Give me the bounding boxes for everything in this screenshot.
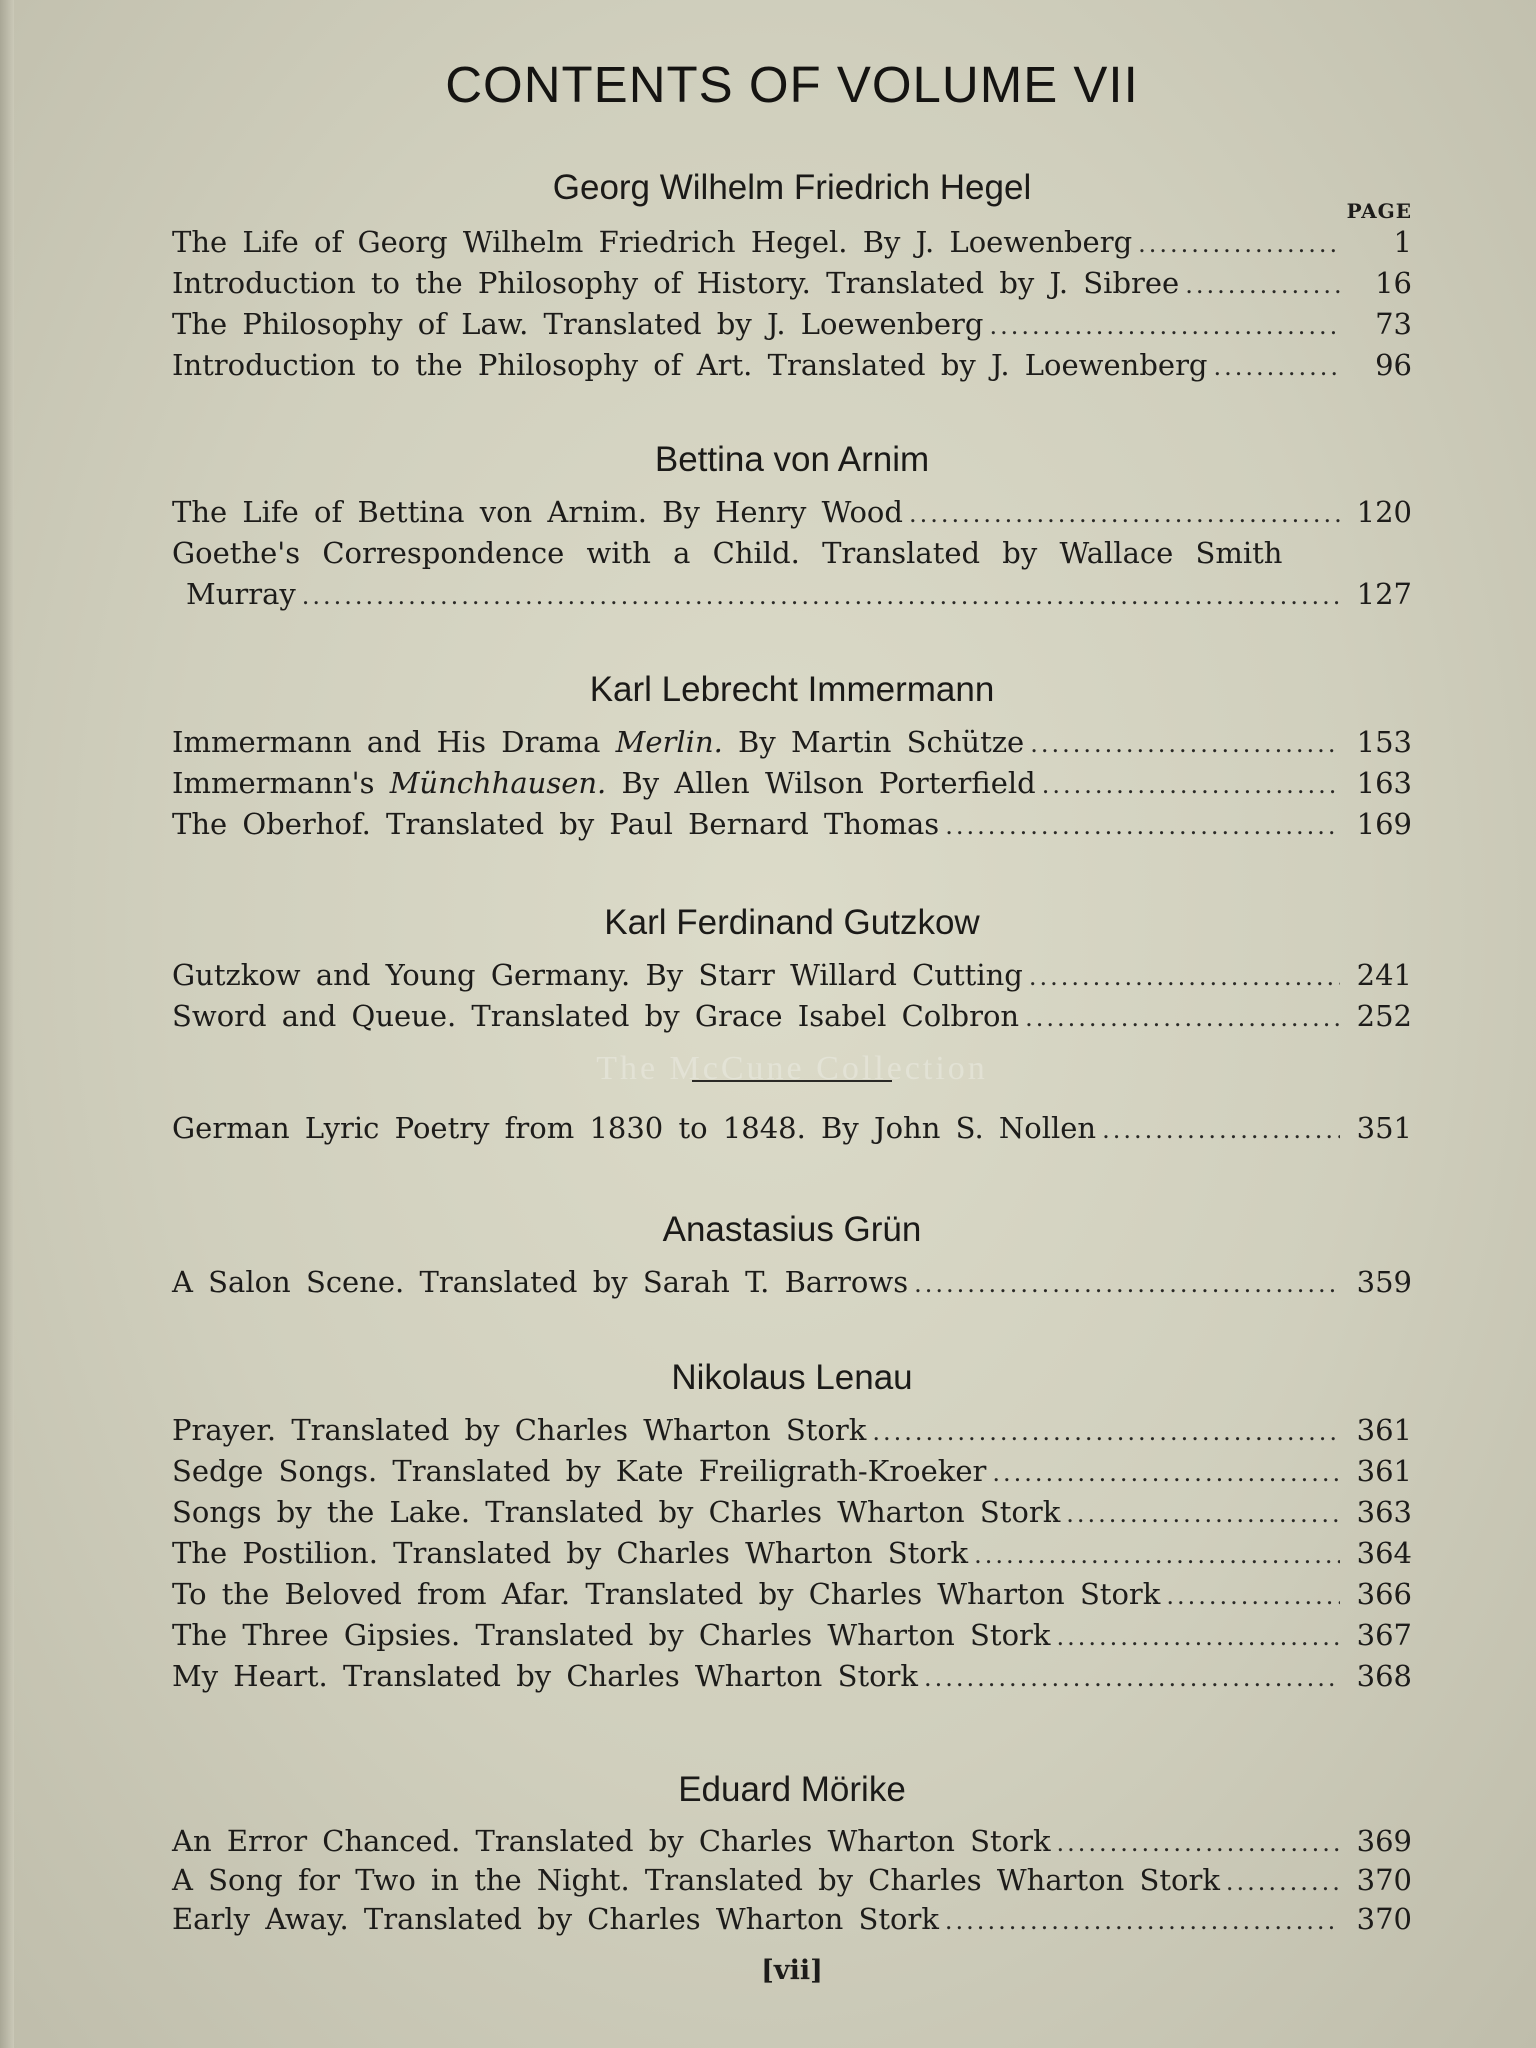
entry-page: 169 bbox=[1356, 807, 1412, 841]
entry-page: 359 bbox=[1356, 1265, 1412, 1299]
author-heading: Georg Wilhelm Friedrich Hegel bbox=[552, 168, 1032, 207]
section-hegel bbox=[172, 168, 1412, 386]
entry-title: A Song for Two in the Night. Translated by Charles Wharton Stork bbox=[172, 1863, 1220, 1897]
entry-title: Introduction to the Philosophy of History. Translated by J. Sibree bbox=[172, 266, 1180, 300]
leader-dots bbox=[1066, 1494, 1340, 1535]
toc-entry bbox=[172, 533, 1412, 574]
leader-dots bbox=[1185, 265, 1340, 306]
leader-dots bbox=[1025, 998, 1340, 1039]
entry-title: Immermann's Münchhausen. By Allen Wilson Porterfield bbox=[172, 766, 1036, 800]
leader-dots bbox=[1138, 224, 1340, 265]
leader-dots bbox=[945, 806, 1340, 847]
author-heading: Anastasius Grün bbox=[662, 1210, 922, 1249]
entry-title: My Heart. Translated by Charles Wharton Stork bbox=[172, 1659, 918, 1693]
entry-page: 361 bbox=[1356, 1413, 1412, 1447]
leader-dots bbox=[302, 576, 1340, 617]
toc-entry-continuation bbox=[172, 574, 1412, 615]
section-morike bbox=[172, 1770, 1412, 1939]
entry-title: Goethe's Correspondence with a Child. Translated by Wallace Smith bbox=[172, 536, 1283, 570]
page-column-label: PAGE bbox=[1346, 199, 1412, 223]
entry-title: Introduction to the Philosophy of Art. Translated by J. Loewenberg bbox=[172, 348, 1208, 382]
leader-dots bbox=[1226, 1863, 1340, 1904]
toc-entry bbox=[172, 1615, 1412, 1656]
entry-title: The Philosophy of Law. Translated by J. Loewenberg bbox=[172, 307, 984, 341]
section-lenau bbox=[172, 1358, 1412, 1697]
entry-page: 361 bbox=[1356, 1454, 1412, 1488]
section-grun bbox=[172, 1210, 1412, 1303]
entry-title: Songs by the Lake. Translated by Charles Wharton Stork bbox=[172, 1495, 1061, 1529]
entry-title-continuation: Murray bbox=[186, 577, 296, 611]
leader-dots bbox=[1029, 957, 1340, 998]
entry-title: Gutzkow and Young Germany. By Starr Willard Cutting bbox=[172, 958, 1023, 992]
entry-title: Immermann and His Drama Merlin. By Martin Schütze bbox=[172, 725, 1025, 759]
entry-title: A Salon Scene. Translated by Sarah T. Barrows bbox=[172, 1265, 909, 1299]
entry-page: 367 bbox=[1356, 1618, 1412, 1652]
entry-title: The Postilion. Translated by Charles Wharton Stork bbox=[172, 1536, 969, 1570]
leader-dots bbox=[1102, 1110, 1340, 1151]
entry-title: Early Away. Translated by Charles Wharton Stork bbox=[172, 1902, 939, 1936]
leader-dots bbox=[872, 1412, 1340, 1453]
entry-title: Sword and Queue. Translated by Grace Isabel Colbron bbox=[172, 999, 1020, 1033]
toc-entry bbox=[172, 804, 1412, 845]
leader-dots bbox=[1214, 347, 1341, 388]
section-immermann bbox=[172, 670, 1412, 845]
entry-page: 252 bbox=[1356, 999, 1412, 1033]
entry-title: Sedge Songs. Translated by Kate Freiligrath-Kroeker bbox=[172, 1454, 987, 1488]
entry-title: The Oberhof. Translated by Paul Bernard Thomas bbox=[172, 807, 940, 841]
leader-dots bbox=[945, 1902, 1340, 1943]
entry-page: 370 bbox=[1356, 1902, 1412, 1936]
toc-entry bbox=[172, 492, 1412, 533]
toc-entry bbox=[172, 1900, 1412, 1939]
entry-title: An Error Chanced. Translated by Charles Wharton Stork bbox=[172, 1824, 1051, 1858]
toc-entry bbox=[172, 222, 1412, 263]
section-lyric-poetry bbox=[172, 1108, 1412, 1149]
entry-page: 120 bbox=[1356, 495, 1412, 529]
entry-page: 73 bbox=[1375, 307, 1412, 341]
entry-title: The Life of Bettina von Arnim. By Henry Wood bbox=[172, 495, 903, 529]
entry-page: 364 bbox=[1356, 1536, 1412, 1570]
toc-entry bbox=[172, 304, 1412, 345]
toc-entry bbox=[172, 1861, 1412, 1900]
toc-entry bbox=[172, 996, 1412, 1037]
toc-entry bbox=[172, 1262, 1412, 1303]
entry-page: 370 bbox=[1356, 1863, 1412, 1897]
contents-block bbox=[172, 50, 1412, 1986]
toc-entry bbox=[172, 263, 1412, 304]
section-arnim bbox=[172, 440, 1412, 615]
toc-entry bbox=[172, 1492, 1412, 1533]
page-title: CONTENTS OF VOLUME VII bbox=[445, 56, 1139, 113]
entry-page: 163 bbox=[1356, 766, 1412, 800]
leader-dots bbox=[1166, 1576, 1340, 1617]
entry-page: 351 bbox=[1356, 1111, 1412, 1145]
entry-page: 1 bbox=[1393, 225, 1412, 259]
section-divider bbox=[692, 1080, 892, 1082]
author-heading: Karl Ferdinand Gutzkow bbox=[604, 903, 980, 942]
entry-page: 368 bbox=[1356, 1659, 1412, 1693]
toc-entry bbox=[172, 1451, 1412, 1492]
toc-entry bbox=[172, 1533, 1412, 1574]
author-heading: Karl Lebrecht Immermann bbox=[589, 670, 995, 709]
toc-entry bbox=[172, 345, 1412, 386]
entry-title: To the Beloved from Afar. Translated by Charles Wharton Stork bbox=[172, 1577, 1161, 1611]
toc-entry bbox=[172, 1574, 1412, 1615]
entry-title: German Lyric Poetry from 1830 to 1848. By John S. Nollen bbox=[172, 1111, 1097, 1145]
page-number: [vii] bbox=[761, 1955, 823, 1986]
entry-page: 127 bbox=[1356, 577, 1412, 611]
toc-entry bbox=[172, 1108, 1412, 1149]
leader-dots bbox=[1030, 724, 1340, 765]
entry-page: 16 bbox=[1375, 266, 1412, 300]
author-heading: Eduard Mörike bbox=[678, 1770, 906, 1809]
toc-entry bbox=[172, 1656, 1412, 1697]
leader-dots bbox=[974, 1535, 1340, 1576]
entry-page: 96 bbox=[1375, 348, 1412, 382]
leader-dots bbox=[1056, 1617, 1340, 1658]
leader-dots bbox=[914, 1264, 1340, 1305]
leader-dots bbox=[924, 1658, 1340, 1699]
author-heading: Bettina von Arnim bbox=[654, 440, 930, 479]
entry-page: 369 bbox=[1356, 1824, 1412, 1858]
watermark: The McCune Collection bbox=[596, 1050, 988, 1087]
leader-dots bbox=[992, 1453, 1340, 1494]
leader-dots bbox=[989, 306, 1340, 347]
leader-dots bbox=[909, 494, 1340, 535]
entry-title: Prayer. Translated by Charles Wharton Stork bbox=[172, 1413, 867, 1447]
section-gutzkow bbox=[172, 903, 1412, 1037]
toc-entry bbox=[172, 1822, 1412, 1861]
toc-entry bbox=[172, 955, 1412, 996]
leader-dots bbox=[1057, 1824, 1340, 1865]
leader-dots bbox=[1042, 765, 1340, 806]
entry-page: 363 bbox=[1356, 1495, 1412, 1529]
entry-title: The Life of Georg Wilhelm Friedrich Hegel. By J. Loewenberg bbox=[172, 225, 1133, 259]
entry-page: 366 bbox=[1356, 1577, 1412, 1611]
entry-page: 153 bbox=[1356, 725, 1412, 759]
toc-entry bbox=[172, 722, 1412, 763]
entry-page: 241 bbox=[1356, 958, 1412, 992]
author-heading: Nikolaus Lenau bbox=[671, 1358, 913, 1397]
toc-entry bbox=[172, 1410, 1412, 1451]
entry-title: The Three Gipsies. Translated by Charles Wharton Stork bbox=[172, 1618, 1051, 1652]
toc-entry bbox=[172, 763, 1412, 804]
